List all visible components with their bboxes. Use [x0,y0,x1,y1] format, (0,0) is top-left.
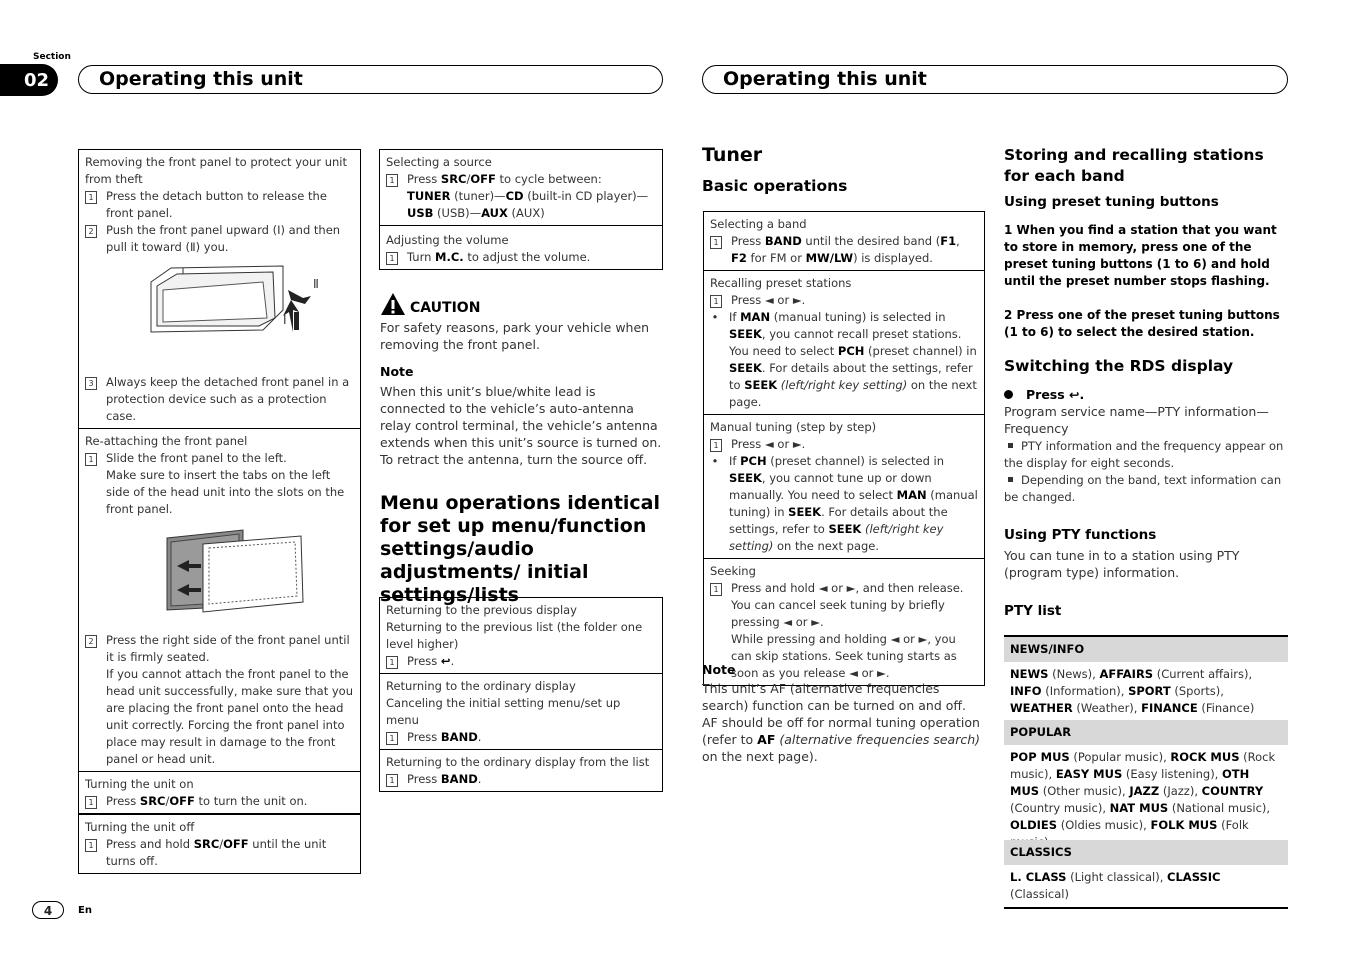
manual-heading: Manual tuning (step by step) [710,420,877,434]
turn-off-section [79,814,360,873]
ordinary-display-section: Returning to the ordinary display Canceling the initial setting menu/set up menu 1 Press BAND. [380,674,662,750]
pty-popular [1004,720,1288,857]
recall-heading: Recalling preset stations [710,276,852,290]
source-volume-table [379,149,663,270]
ordinary-heading: Returning to the ordinary display [386,679,576,693]
volume-section [380,226,662,269]
caution-heading [380,292,480,316]
from-list-heading: Returning to the ordinary display from the list [386,755,650,769]
source-heading: Selecting a source [386,155,492,169]
detach-step-3: Always keep the detached front panel in a protection device such as a protection case. [106,375,350,423]
turn-off-heading: Turning the unit off [85,820,195,834]
source-section [380,150,662,226]
seeking-section: Seeking 1 Press and hold ◄ or ►, and then release. You can cancel seek tuning by briefly pressing ◄ or ►. While pressing and holding ◄ or ►, you can skip stations. Seek tuning starts as soon as you release ◄ or ►. [704,559,984,685]
bullet [1004,390,1013,399]
pty-functions-text: You can tune in to a station using PTY (program type) information. [1004,548,1240,580]
attach-step-2: Press the right side of the front panel until it is firmly seated. [106,633,350,664]
preset-buttons-heading: Using preset tuning buttons [1004,194,1219,210]
step-number: 1 [710,439,722,452]
bullet: • [711,454,719,468]
from-list-section: Returning to the ordinary display from the list 1 Press BAND. [380,750,662,791]
step-number: 2 [85,225,97,238]
storing-heading: Storing and recalling stations for each band [1004,146,1264,185]
previous-display-section: Returning to the previous display Returning to the previous list (the folder one level higher) 1 Press ↩. [380,598,662,674]
step-number: 1 [710,583,722,596]
step-number: 1 [85,796,97,809]
turn-on-heading: Turning the unit on [85,777,194,791]
pty-list-heading: PTY list [1004,603,1062,619]
attach-step-1-detail: Make sure to insert the tabs on the left side of the head unit into the slots on the front panel. [106,468,345,516]
select-band-section: Selecting a band 1 Press BAND until the desired band (F1, F2 for FM or MW/LW) is displayed. [704,212,984,271]
pty-category-header: CLASSICS [1004,840,1288,865]
note-title: Note [380,364,414,379]
manual-tuning-section: Manual tuning (step by step) 1 Press ◄ or ►. • If PCH (preset channel) is selected in SEEK, you cannot tune up or down manually. You need to select MAN (manual tuning) in SEEK. For details about the settings, refer to SEEK (left/right key setting) on the next page. [704,415,984,559]
language-label: En [78,905,92,916]
figure-label-ii: Ⅱ [313,277,319,291]
detach-step-1: Press the detach button to release the front panel. [106,189,327,220]
rds-press: Press ↩. [1004,386,1084,403]
step-number: 1 [85,839,97,852]
menu-operations-table [379,597,663,792]
step-number: 3 [85,377,97,390]
rds-sequence: Program service name—PTY information—Frequency [1004,404,1269,436]
step-number: 1 [386,732,398,745]
front-panel-table [78,149,361,874]
square-bullet [1008,477,1013,482]
rds-bullet-2: Depending on the band, text information can be changed. [1004,473,1282,504]
tuner-heading: Tuner [702,144,763,166]
tuner-operations-table [703,211,985,686]
section-number-badge: 02 [0,64,58,96]
detach-heading: Removing the front panel to protect your unit from theft [85,155,348,186]
pty-functions-heading: Using PTY functions [1004,527,1157,543]
tuner-note-text: This unit’s AF (alternative frequencies search) function can be turned on and off. AF should be off for normal tuning operation (refer to AF (alternative frequencies search) on the next page). [702,681,981,764]
warning-icon [380,292,406,316]
volume-heading: Adjusting the volume [386,233,509,247]
step-number: 1 [386,252,398,265]
recall-preset-section: Recalling preset stations 1 Press ◄ or ►. • If MAN (manual tuning) is selected in SEEK, you cannot recall preset stations. You need to select PCH (preset channel) in SEEK. For details about the settings, refer to SEEK (left/right key setting) on the next page. [704,271,984,415]
pty-news-info [1004,635,1288,723]
note-text: When this unit’s blue/white lead is connected to the vehicle’s auto-antenna relay control terminal, the vehicle’s antenna extends when this unit’s source is turned on. To retract the antenna, turn the source off. [380,384,662,467]
bullet: • [711,310,719,324]
pty-category-items: NEWS (News), AFFAIRS (Current affairs), INFO (Information), SPORT (Sports), WEATHER (Weather), FINANCE (Finance) [1004,662,1288,723]
attach-section [79,429,360,772]
previous-heading: Returning to the previous display [386,603,577,617]
page-number: 4 [32,901,64,919]
menu-operations-heading: Menu operations identical for set up menu/function settings/audio adjustments/ initial settings/lists [380,492,661,606]
detach-step-2: Push the front panel upward (Ⅰ) and then pull it toward (Ⅱ) you. [106,223,341,254]
front-panel-attach-illustration [163,526,323,626]
turn-on-step: Press SRC/OFF to turn the unit on. [106,794,308,808]
step-number: 1 [710,236,722,249]
figure-label-i: Ⅰ [283,313,287,327]
seeking-heading: Seeking [710,564,756,578]
attach-heading: Re-attaching the front panel [85,434,248,448]
ordinary-desc: Canceling the initial setting menu/set up menu [386,696,621,727]
attach-step-2-detail: If you cannot attach the front panel to the head unit successfully, make sure that you are placing the front panel onto the head unit correctly. Forcing the front panel into place may result in damage to the front panel or head unit. [106,667,353,766]
turn-on-section [79,772,360,814]
pty-classics [1004,840,1288,909]
band-heading: Selecting a band [710,217,807,231]
back-icon: ↩ [1069,387,1080,402]
step-number: 1 [386,656,398,669]
step-number: 1 [85,191,97,204]
pty-category-items: POP MUS (Popular music), ROCK MUS (Rock music), EASY MUS (Easy listening), OTH MUS (Other music), JAZZ (Jazz), COUNTRY (Country music), NAT MUS (National music), OLDIES (Oldies music), FOLK MUS (Folk [1004,745,1288,857]
rds-bullet-1: PTY information and the frequency appear on the display for eight seconds. [1004,439,1284,470]
step-number: 1 [710,295,722,308]
volume-step: Turn M.C. to adjust the volume. [407,250,591,264]
rds-heading: Switching the RDS display [1004,357,1234,375]
turn-off-step: Press and hold SRC/OFF until the unit turns off. [106,837,327,868]
detach-illustration [85,256,354,374]
attach-illustration [85,518,354,632]
page-title-right: Operating this unit [702,65,1288,94]
caution-title: CAUTION [410,300,481,316]
square-bullet [1008,443,1013,448]
source-step: Press SRC/OFF to cycle between: TUNER (tuner)—CD (built-in CD player)—USB (USB)—AUX (AUX) [407,172,649,220]
section-label: Section [33,52,71,62]
pty-category-items: L. CLASS (Light classical), CLASSIC (Classical) [1004,865,1288,909]
preset-step-2: 2 Press one of the preset tuning buttons (1 to 6) to select the desired station. [1004,308,1280,339]
tuner-note-title: Note [702,662,736,677]
pty-category-header: POPULAR [1004,720,1288,745]
previous-desc: Returning to the previous list (the folder one level higher) [386,620,643,651]
pty-category-header: NEWS/INFO [1004,635,1288,662]
attach-step-1: Slide the front panel to the left. [106,451,287,465]
page-title-left: Operating this unit [78,65,663,94]
step-number: 2 [85,635,97,648]
step-number: 1 [85,453,97,466]
step-number: 1 [386,774,398,787]
basic-operations-heading: Basic operations [702,177,848,195]
caution-text: For safety reasons, park your vehicle when removing the front panel. [380,320,650,352]
preset-step-1: 1 When you find a station that you want to store in memory, press one of the preset tuning buttons (1 to 6) and hold until the preset number stops flashing. [1004,223,1277,288]
detach-section [79,150,360,429]
back-icon: ↩ [440,654,451,668]
step-number: 1 [386,174,398,187]
